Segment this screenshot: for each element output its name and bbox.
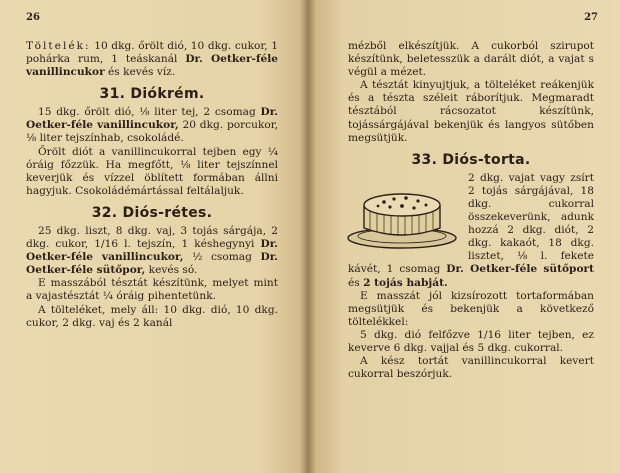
recipe-33-brand: Dr. Oetker-féle sütőport xyxy=(446,263,594,276)
recipe-33-text-1: 2 dkg. vajat vagy zsírt 2 tojás sárgájával, 18 dkg. cukorral összekeverünk, adunk hozzá 2 dkg. diót, 2 dkg. kakaót, 18 dkg. lisztet, ⅛ l. fekete kávét, 1 csomag xyxy=(348,171,594,276)
recipe-32-title: 32. Diós-rétes. xyxy=(91,204,213,221)
recipe-31-text-1: 15 dkg. őrölt dió, ⅛ liter tej, 2 csomag xyxy=(38,106,261,119)
left-page xyxy=(0,0,308,473)
recipe-32-continued-2: A tésztát kinyujtjuk, a tölteléket reákenjük és a tészta széleit ráborítjuk. Megmaradt tésztából rácsozatot készítünk, tojássárgájával bekenjük és langyos sütőben megsütjük. xyxy=(348,79,594,144)
recipe-32-text-1: 25 dkg. liszt, 8 dkg. vaj, 3 tojás sárgája, 2 dkg. cukor, 1/16 l. tejszín, 1 késhegynyi xyxy=(26,224,278,251)
recipe-31-method: Őrölt diót a vanillincukorral tejben egy ¼ óráig főzzük. Ha megfőtt, ⅛ liter tejszínnel keverjük és vízzel öblített formában állni hagyjuk. Csokoládémártással feltálaljuk. xyxy=(26,145,278,197)
book-gutter xyxy=(300,0,316,473)
recipe-32-text-3: kevés só. xyxy=(145,264,198,277)
recipe-31-text-2: 20 dkg. porcukor, ⅛ liter tejszínhab, csokoládé. xyxy=(26,119,279,145)
recipe-33-title: 33. Diós-torta. xyxy=(411,151,531,168)
recipe-31-ingredients xyxy=(26,106,278,145)
recipe-32-brand-2: Dr. Oetker-féle sütőpor, xyxy=(26,251,278,277)
recipe-33-filling: 5 dkg. dió felfőzve 1/16 liter tejben, ez keverve 6 dkg. vajjal és 5 dkg. cukorral. xyxy=(348,328,594,354)
recipe-33-finish: A kész tortát vanillincukorral kevert cukorral beszórjuk. xyxy=(348,355,594,381)
recipe-32-brand-1: Dr. Oetker-féle vanillincukor, xyxy=(26,238,278,264)
recipe-31-title: 31. Diókrém. xyxy=(99,86,205,103)
recipe-33-body xyxy=(348,172,594,290)
recipe-33-text-2: és xyxy=(348,276,364,289)
filling-paragraph xyxy=(26,40,278,79)
recipe-33-method-1: E masszát jól kizsírozott tortaformában megsütjük és bekenjük a következő töltelékkel: xyxy=(348,289,594,328)
right-page xyxy=(308,0,620,473)
recipe-32-text-2: ½ csomag xyxy=(183,251,261,264)
recipe-31-brand: Dr. Oetker-féle vanillincukor, xyxy=(26,106,278,132)
recipe-32-method-2: A tölteléket, mely áll: 10 dkg. dió, 10 dkg. cukor, 2 dkg. vaj és 2 kanál xyxy=(26,303,278,329)
recipe-32-method-1: E masszából tésztát készítünk, melyet mint a vajastésztát ¼ óráig pihentetünk. xyxy=(26,277,278,303)
filling-brand: Dr. Oetker-féle vanillincukor xyxy=(26,53,279,79)
recipe-32-continued-1: mézből elkészítjük. A cukorból szirupot készítünk, beletesszük a darált diót, a vajat s végül a mézet. xyxy=(348,40,594,79)
filling-text-2: és kevés víz. xyxy=(104,66,176,79)
filling-text-1: 10 dkg. őrölt dió, 10 dkg. cukor, 1 pohárka rum, 1 teáskanál xyxy=(26,40,278,66)
filling-label: Töltelék: xyxy=(26,40,91,52)
page-number-left: 26 xyxy=(26,12,40,23)
cake-illustration xyxy=(344,176,462,252)
recipe-32-ingredients xyxy=(26,225,278,277)
page-number-right: 27 xyxy=(584,12,598,23)
recipe-33-egg-foam: 2 tojás habját. xyxy=(363,276,448,289)
